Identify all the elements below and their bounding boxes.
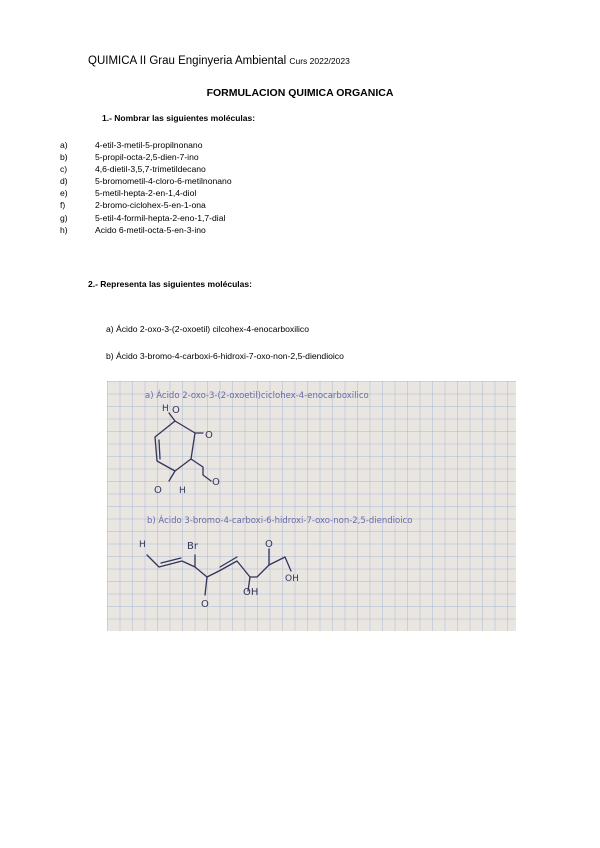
item-text: 5-etil-4-formil-hepta-2-eno-1,7-dial [95, 212, 226, 223]
list-item [60, 212, 232, 224]
item-letter: g) [60, 212, 68, 223]
item-letter: f) [60, 200, 66, 211]
document-subtitle: FORMULACION QUIMICA ORGANICA [206, 87, 394, 99]
list-item [60, 224, 232, 236]
handwritten-answer-photo [107, 381, 516, 631]
item-text: 4,6-dietil-3,5,7-trimetildecano [95, 164, 206, 175]
acid-bond [169, 471, 175, 481]
item-text: 5-propil-octa-2,5-dien-7-ino [95, 152, 199, 163]
item-text: 5-bromometil-4-cloro-6-metilnonano [95, 176, 232, 187]
course-year: Curs 2022/2023 [289, 56, 350, 66]
label-H: H [162, 404, 169, 414]
side-chain [191, 459, 211, 481]
section1-heading: 1.- Nombrar las siguientes moléculas: [102, 113, 256, 123]
molecule-a-name: a) Ácido 2-oxo-3-(2-oxoetil) cilcohex-4-enocarboxilico [106, 324, 309, 334]
label-OH: OH [285, 574, 299, 584]
label-H: H [139, 540, 146, 550]
list-item [60, 139, 232, 151]
item-text: 2-bromo-ciclohex-5-en-1-ona [95, 200, 206, 211]
handwritten-line-b: b) Ácido 3-bromo-4-carboxi-6-hidroxi-7-oxo-non-2,5-diendioico [147, 516, 413, 526]
chain-bonds [147, 555, 269, 577]
label-O: O [201, 599, 209, 610]
item-letter: d) [60, 176, 68, 187]
naming-list [60, 139, 232, 236]
item-letter: c) [60, 164, 68, 175]
list-item [60, 199, 232, 211]
label-Br: Br [187, 541, 198, 552]
item-letter: e) [60, 188, 68, 199]
document-title [88, 55, 350, 67]
structure-b-drawing [139, 539, 299, 610]
item-letter: a) [60, 140, 68, 150]
section2-heading: 2.- Representa las siguientes moléculas: [88, 279, 252, 289]
label-O: O [212, 477, 220, 488]
molecule-b-name: b) Ácido 3-bromo-4-carboxi-6-hidroxi-7-oxo-non-2,5-diendioico [106, 351, 344, 361]
list-item [60, 175, 232, 187]
terminal-acid [269, 557, 291, 571]
item-letter: h) [60, 224, 68, 235]
double-bond [159, 440, 160, 459]
label-O: O [265, 539, 273, 550]
list-item [60, 163, 232, 175]
item-text: Acido 6-metil-octa-5-en-3-ino [95, 224, 206, 235]
handwritten-structures [107, 381, 516, 631]
handwritten-line-a: a) Ácido 2-oxo-3-(2-oxoetil)ciclohex-4-enocarboxilico [145, 391, 369, 401]
ring-bonds [155, 421, 195, 471]
label-O: O [154, 485, 162, 496]
label-O: O [205, 430, 213, 441]
title-text: QUIMICA II Grau Enginyeria Ambiental [88, 55, 287, 67]
label-OH: OH [243, 587, 259, 598]
label-O: O [172, 405, 180, 416]
item-letter: b) [60, 152, 68, 163]
item-text: 4-etil-3-metil-5-propilnonano [95, 140, 203, 150]
item-text: 5-metil-hepta-2-en-1,4-diol [95, 188, 197, 199]
list-item [60, 187, 232, 199]
label-H: H [179, 486, 186, 496]
carboxy-bond [205, 577, 207, 595]
list-item [60, 151, 232, 163]
structure-a-drawing [154, 404, 220, 496]
